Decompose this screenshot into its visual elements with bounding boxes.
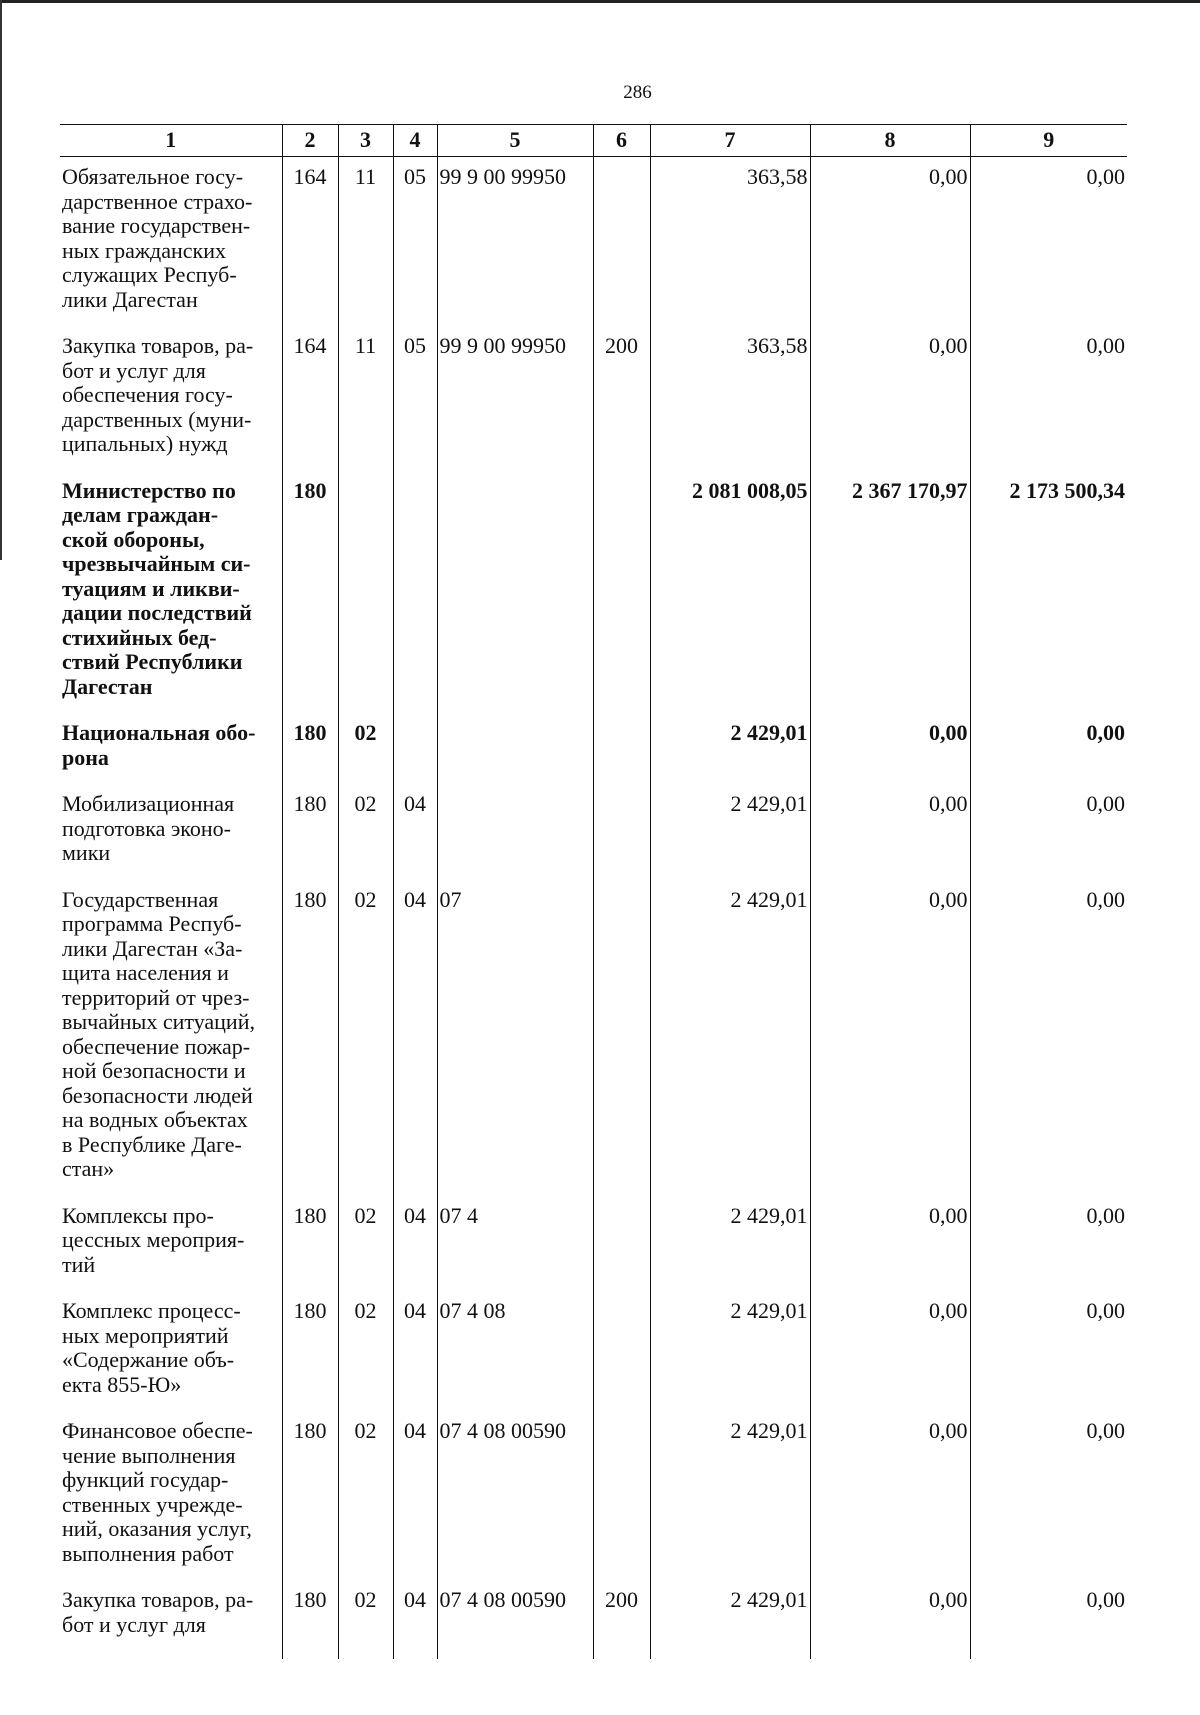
subsection-code: 04 — [393, 1196, 437, 1292]
section-code: 02 — [338, 1291, 393, 1411]
expense-type-code — [593, 880, 650, 1196]
item-name: Государственная программа Респуб- лики Дагестан «За- щита населения и территорий от чрез- вычайных ситуаций, обеспечение пожар- ной безопасности и безопасности людей на водных объектах в Республике Даге- стан» — [60, 880, 282, 1196]
subsection-code: 04 — [393, 880, 437, 1196]
amount-col-9: 0,00 — [970, 1196, 1127, 1292]
item-name: Закупка товаров, ра- бот и услуг для — [60, 1580, 282, 1659]
header-col-4: 4 — [393, 125, 437, 157]
header-row — [60, 125, 1127, 157]
target-article-code: 07 — [437, 880, 593, 1196]
target-article-code — [437, 471, 593, 714]
target-article-code: 99 9 00 99950 — [437, 326, 593, 471]
header-col-6: 6 — [593, 125, 650, 157]
header-col-8: 8 — [810, 125, 970, 157]
table-row — [60, 1291, 1127, 1411]
table-row — [60, 784, 1127, 880]
expense-type-code — [593, 1411, 650, 1580]
table-row — [60, 1411, 1127, 1580]
amount-col-8: 0,00 — [810, 880, 970, 1196]
table-row — [60, 471, 1127, 714]
amount-col-8: 0,00 — [810, 1291, 970, 1411]
grbs-code: 164 — [282, 157, 338, 327]
subsection-code: 04 — [393, 784, 437, 880]
item-name: Министерство по делам граждан- ской обороны, чрезвычайным си- туациям и ликви- дации последствий стихийных бед- ствий Республики Дагестан — [60, 471, 282, 714]
amount-col-9: 0,00 — [970, 880, 1127, 1196]
target-article-code — [437, 713, 593, 784]
page-number: 286 — [623, 82, 652, 103]
subsection-code — [393, 713, 437, 784]
table-body — [60, 157, 1127, 1660]
target-article-code — [437, 784, 593, 880]
section-code: 02 — [338, 784, 393, 880]
table-row — [60, 326, 1127, 471]
amount-col-7: 2 429,01 — [650, 1411, 810, 1580]
amount-col-7: 363,58 — [650, 157, 810, 327]
table-row — [60, 1196, 1127, 1292]
section-code: 02 — [338, 880, 393, 1196]
amount-col-9: 0,00 — [970, 326, 1127, 471]
section-code: 02 — [338, 1580, 393, 1659]
header-col-7: 7 — [650, 125, 810, 157]
grbs-code: 180 — [282, 1580, 338, 1659]
table-row — [60, 1580, 1127, 1659]
amount-col-8: 0,00 — [810, 326, 970, 471]
section-code: 02 — [338, 1411, 393, 1580]
amount-col-9: 0,00 — [970, 157, 1127, 327]
amount-col-7: 2 429,01 — [650, 1580, 810, 1659]
item-name: Обязательное госу- дарственное страхо- вание государствен- ных гражданских служащих Респуб- лики Дагестан — [60, 157, 282, 327]
subsection-code: 04 — [393, 1580, 437, 1659]
amount-col-9: 0,00 — [970, 784, 1127, 880]
grbs-code: 180 — [282, 1196, 338, 1292]
table-row — [60, 157, 1127, 327]
grbs-code: 164 — [282, 326, 338, 471]
amount-col-8: 0,00 — [810, 1580, 970, 1659]
target-article-code: 07 4 08 — [437, 1291, 593, 1411]
grbs-code: 180 — [282, 1291, 338, 1411]
expense-type-code — [593, 784, 650, 880]
section-code: 02 — [338, 713, 393, 784]
item-name: Национальная обо- рона — [60, 713, 282, 784]
section-code — [338, 471, 393, 714]
amount-col-7: 2 429,01 — [650, 1196, 810, 1292]
expense-type-code — [593, 713, 650, 784]
amount-col-8: 0,00 — [810, 784, 970, 880]
amount-col-7: 2 429,01 — [650, 880, 810, 1196]
amount-col-9: 0,00 — [970, 1291, 1127, 1411]
table-row — [60, 713, 1127, 784]
section-code: 02 — [338, 1196, 393, 1292]
header-col-3: 3 — [338, 125, 393, 157]
grbs-code: 180 — [282, 1411, 338, 1580]
section-code: 11 — [338, 157, 393, 327]
subsection-code: 05 — [393, 326, 437, 471]
item-name: Комплекс процесс- ных мероприятий «Содержание объ- екта 855-Ю» — [60, 1291, 282, 1411]
expense-type-code: 200 — [593, 326, 650, 471]
amount-col-7: 2 429,01 — [650, 1291, 810, 1411]
subsection-code — [393, 471, 437, 714]
expense-type-code — [593, 157, 650, 327]
grbs-code: 180 — [282, 713, 338, 784]
amount-col-9: 0,00 — [970, 713, 1127, 784]
target-article-code: 07 4 — [437, 1196, 593, 1292]
target-article-code: 99 9 00 99950 — [437, 157, 593, 327]
amount-col-7: 2 081 008,05 — [650, 471, 810, 714]
amount-col-9: 0,00 — [970, 1411, 1127, 1580]
grbs-code: 180 — [282, 471, 338, 714]
header-col-1: 1 — [60, 125, 282, 157]
item-name: Мобилизационная подготовка эконо- мики — [60, 784, 282, 880]
section-code: 11 — [338, 326, 393, 471]
amount-col-7: 363,58 — [650, 326, 810, 471]
subsection-code: 04 — [393, 1411, 437, 1580]
expense-type-code — [593, 1196, 650, 1292]
amount-col-8: 2 367 170,97 — [810, 471, 970, 714]
amount-col-8: 0,00 — [810, 1411, 970, 1580]
amount-col-8: 0,00 — [810, 1196, 970, 1292]
budget-table — [60, 124, 1127, 1659]
target-article-code: 07 4 08 00590 — [437, 1411, 593, 1580]
amount-col-9: 2 173 500,34 — [970, 471, 1127, 714]
subsection-code: 05 — [393, 157, 437, 327]
grbs-code: 180 — [282, 880, 338, 1196]
expense-type-code: 200 — [593, 1580, 650, 1659]
expense-type-code — [593, 1291, 650, 1411]
header-col-9: 9 — [970, 125, 1127, 157]
subsection-code: 04 — [393, 1291, 437, 1411]
expense-type-code — [593, 471, 650, 714]
target-article-code: 07 4 08 00590 — [437, 1580, 593, 1659]
amount-col-9: 0,00 — [970, 1580, 1127, 1659]
item-name: Закупка товаров, ра- бот и услуг для обеспечения госу- дарственных (муни- ципальных) нужд — [60, 326, 282, 471]
amount-col-8: 0,00 — [810, 157, 970, 327]
item-name: Комплексы про- цессных мероприя- тий — [60, 1196, 282, 1292]
header-col-5: 5 — [437, 125, 593, 157]
grbs-code: 180 — [282, 784, 338, 880]
table-row — [60, 880, 1127, 1196]
header-col-2: 2 — [282, 125, 338, 157]
amount-col-7: 2 429,01 — [650, 713, 810, 784]
scan-edge-top — [0, 0, 1200, 3]
item-name: Финансовое обеспе- чение выполнения функций государ- ственных учрежде- ний, оказания услуг, выполнения работ — [60, 1411, 282, 1580]
amount-col-7: 2 429,01 — [650, 784, 810, 880]
amount-col-8: 0,00 — [810, 713, 970, 784]
